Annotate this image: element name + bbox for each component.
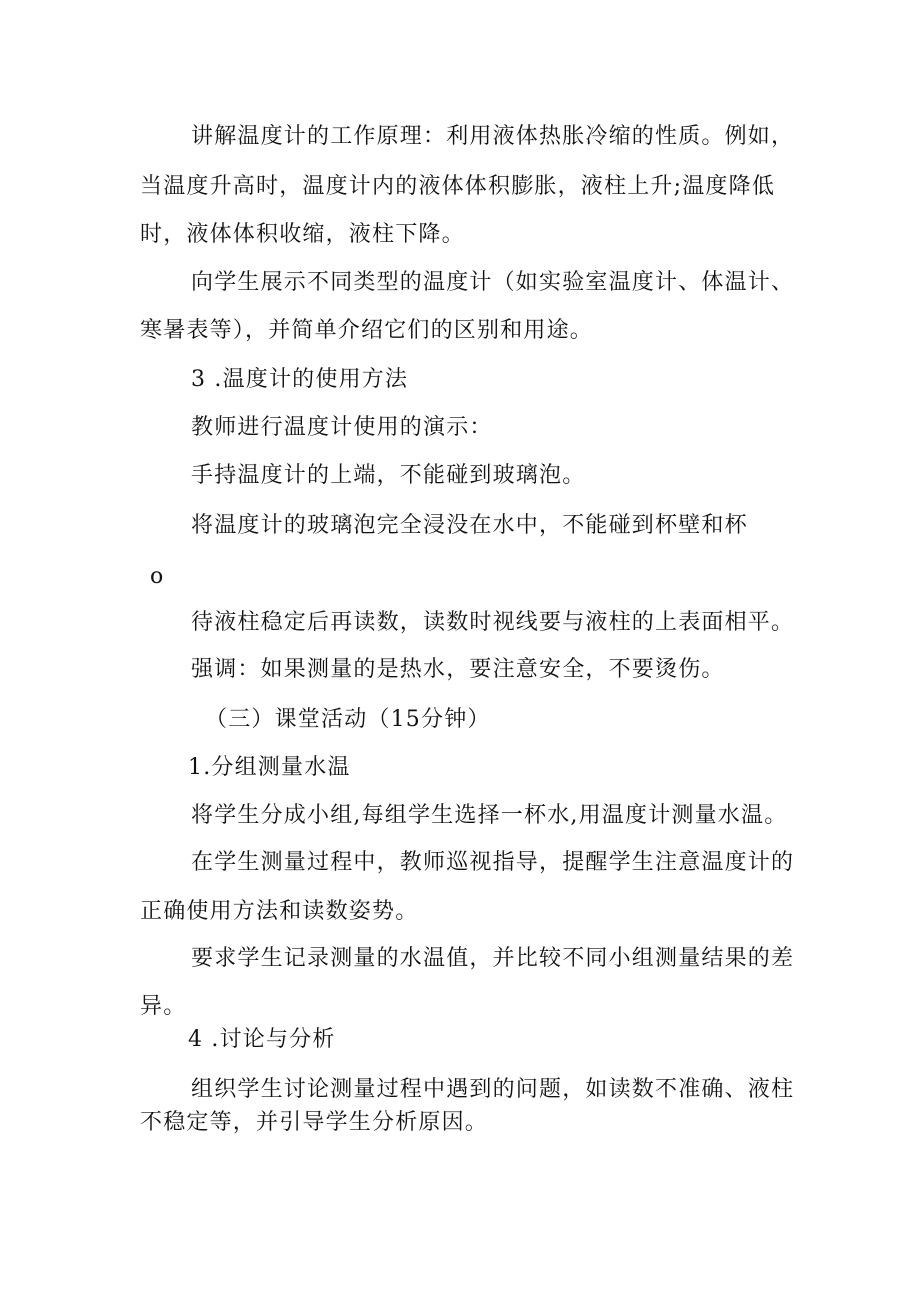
activity-1-paragraph-2-line-1: 在学生测量过程中，教师巡视指导，提醒学生注意温度计的 bbox=[191, 850, 795, 875]
paragraph-2-line-1: 向学生展示不同类型的温度计（如实验室温度计、体温计、 bbox=[191, 270, 795, 295]
activity-1-paragraph-2-line-2: 正确使用方法和读数姿势。 bbox=[140, 899, 419, 924]
step-3: 待液柱稳定后再读数，读数时视线要与液柱的上表面相平。 bbox=[191, 610, 795, 635]
activity-1-paragraph-1: 将学生分成小组,每组学生选择一杯水,用温度计测量水温。 bbox=[191, 803, 788, 828]
paragraph-1-line-2: 当温度升高时，温度计内的液体体积膨胀，液柱上升;温度降低 bbox=[140, 174, 776, 199]
heading-3: 3 .温度计的使用方法 bbox=[191, 367, 409, 392]
activity-1-paragraph-3-line-1: 要求学生记录测量的水温值，并比较不同小组测量结果的差 bbox=[191, 946, 795, 971]
emphasis: 强调：如果测量的是热水，要注意安全，不要烫伤。 bbox=[191, 657, 725, 682]
step-2-end: o bbox=[150, 564, 165, 589]
heading-4: 4 .讨论与分析 bbox=[188, 1027, 336, 1052]
paragraph-1-line-3: 时，液体体积收缩，液柱下降。 bbox=[140, 222, 465, 247]
demo-intro: 教师进行温度计使用的演示： bbox=[191, 415, 493, 440]
activity-1-paragraph-3-line-2: 异。 bbox=[140, 994, 187, 1019]
paragraph-2-line-2: 寒暑表等），并简单介绍它们的区别和用途。 bbox=[140, 318, 594, 343]
activity-1-title: 1.分组测量水温 bbox=[188, 755, 351, 780]
last-paragraph-line-2: 不稳定等，并引导学生分析原因。 bbox=[140, 1110, 489, 1135]
section-3-title: （三）课堂活动（15分钟） bbox=[205, 707, 491, 732]
step-1: 手持温度计的上端，不能碰到玻璃泡。 bbox=[191, 463, 586, 488]
step-2: 将温度计的玻璃泡完全浸没在水中，不能碰到杯壁和杯 bbox=[191, 513, 748, 538]
paragraph-1-line-1: 讲解温度计的工作原理：利用液体热胀冷缩的性质。例如， bbox=[191, 124, 795, 149]
last-paragraph-line-1: 组织学生讨论测量过程中遇到的问题，如读数不准确、液柱 bbox=[191, 1077, 795, 1102]
